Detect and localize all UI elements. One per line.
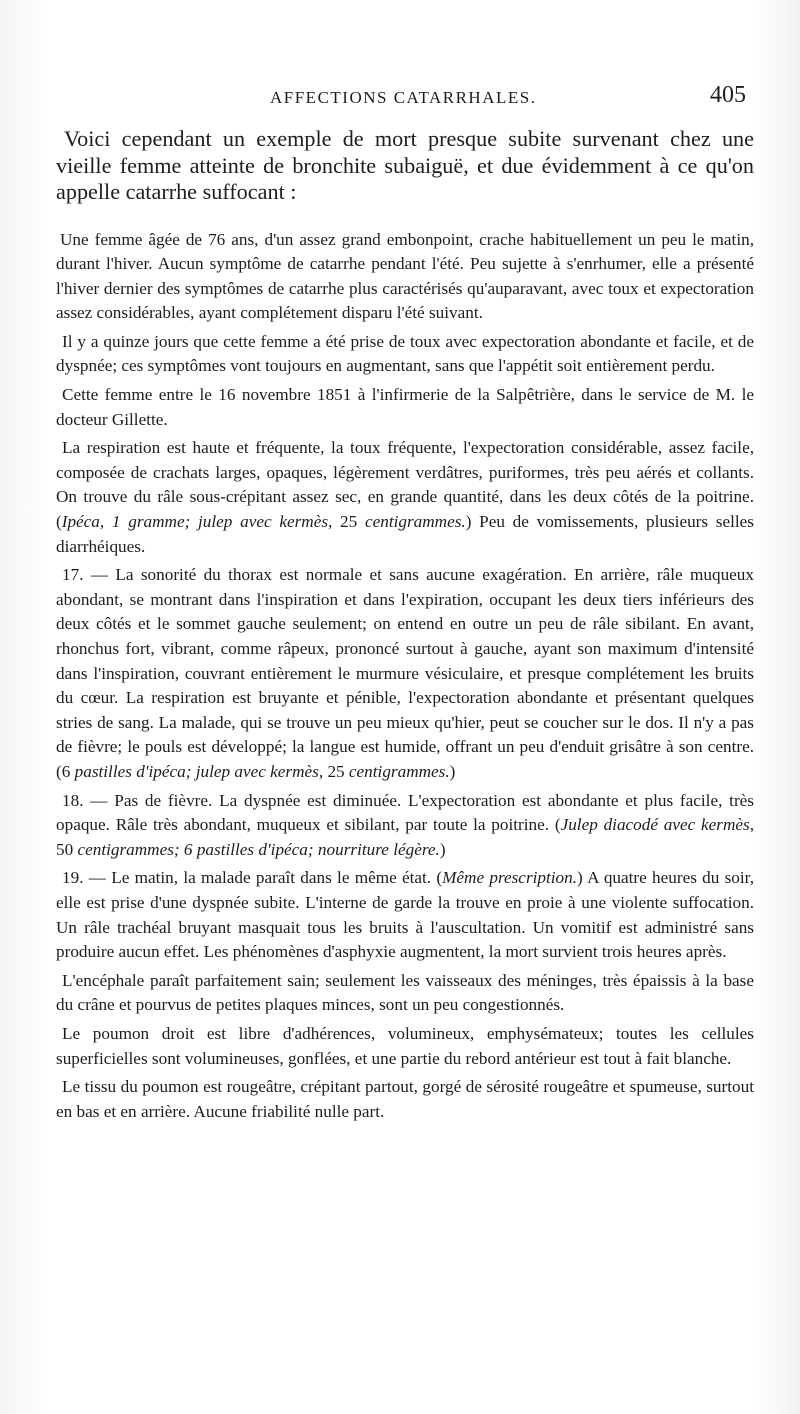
text-segment: ): [439, 839, 446, 859]
running-title: AFFECTIONS CATARRHALES.: [270, 88, 537, 107]
paragraph-lung-tissue: Le tissu du poumon est rougeâtre, crépitant partout, gorgé de sérosité rougeâtre et spumeuse, surtout en bas et en arrière. Aucune friabilité nulle part.: [56, 1077, 754, 1121]
text-segment: 17. — La sonorité du thorax est normale et sans aucune exagération. En arrière, râle muqueux abondant, se montrant dans l'inspiration et dans l'expiration, occupant les deux tiers inférieurs des deux côtés et le sommet gauche seulement; on entend en outre un peu de râle sibilant. En avant, rhonchus fort, vibrant, comme râpeux, prononcé surtout à gauche, ayant son maximum d'intensité dans l'inspiration, couvrant entièrement le murmure vésiculaire, et presque complétement les bruits du cœur. La respiration est bruyante et pénible, l'expectoration abondante et présentant quelques stries de sang. La malade, qui se trouve un peu mieux qu'hier, peut se coucher sur le dos. Il n'y a pas de fièvre; le pouls est développé; la langue est humide, offrant un peu d'enduit grisâtre à son centre. (6: [56, 565, 754, 781]
prescription-text: centigrammes; 6 pastilles d'ipéca; nourriture légère.: [77, 839, 440, 859]
paragraph-admission: Cette femme entre le 16 novembre 1851 à l'infirmerie de la Salpêtrière, dans le service de M. le docteur Gillette.: [56, 385, 754, 429]
intro-paragraph: Voici cependant un exemple de mort presque subite survenant chez une vieille femme atteinte de bronchite subaiguë, et due évidemment à ce qu'on appelle catarrhe suffocant :: [56, 126, 754, 204]
text-segment: , 50: [56, 815, 754, 859]
text-segment: , 25: [318, 761, 349, 781]
paragraph-encephalon: L'encéphale paraît parfaitement sain; seulement les vaisseaux des méninges, très épaissis à la base du crâne et pourvus de petites plaques minces, sont un peu congestionnés.: [56, 970, 754, 1015]
paragraph-day-19: [56, 866, 754, 964]
text-segment: 19. — Le matin, la malade paraît dans le même état. (: [62, 868, 443, 888]
text-segment: La respiration est haute et fréquente, la toux fréquente, l'expectoration considérable, assez facile, composée de crachats larges, opaques, légèrement verdâtres, puriformes, très peu aérés et collants. On trouve du râle sous-crépitant assez sec, en grande quantité, dans les deux côtés de la poitrine. (: [56, 438, 754, 532]
prescription-text: Julep diacodé avec kermès: [560, 815, 750, 835]
text-segment: , 25: [328, 512, 365, 532]
running-header: [56, 0, 754, 134]
prescription-text: centigrammes.: [364, 512, 466, 532]
paragraph-patient-history: Une femme âgée de 76 ans, d'un assez grand embonpoint, crache habituellement un peu le matin, durant l'hiver. Aucun symptôme de catarrhe pendant l'été. Peu sujette à s'enrhumer, elle a présenté l'hiver dernier des symptômes de catarrhe plus caractérisés qu'auparavant, avec toux et expectoration assez considérables, ayant complétement disparu l'été suivant.: [56, 229, 754, 323]
paragraph-right-lung: Le poumon droit est libre d'adhérences, volumineux, emphysémateux; toutes les cellules superficielles sont volumineuses, gonflées, et une partie du rebord antérieur est tout à fait blanche.: [56, 1023, 754, 1068]
page-number: 405: [710, 82, 746, 108]
prescription-text: Même prescription.: [442, 868, 578, 888]
paragraph-day-18: [56, 789, 754, 863]
case-report: [56, 228, 754, 1125]
text-segment: ) Peu de vomissements, plusieurs selles diarrhéiques.: [56, 512, 754, 556]
text-segment: ): [449, 761, 456, 781]
prescription-text: centigrammes.: [348, 761, 450, 781]
text-segment: ) A quatre heures du soir, elle est prise d'une dyspnée subite. L'interne de garde la trouve en proie à une violente suffocation. Un râle trachéal bruyant masquait tous les bruits à l'auscultation. Un vomitif est administré sans produire aucun effet. Les phénomènes d'asphyxie augmentent, la mort survient trois heures après.: [56, 868, 755, 962]
text-segment: 18. — Pas de fièvre. La dyspnée est diminuée. L'expectoration est abondante et plus facile, très opaque. Râle très abondant, muqueux et sibilant, par toute la poitrine. (: [56, 790, 754, 835]
paragraph-current-illness: Il y a quinze jours que cette femme a été prise de toux avec expectoration abondante et facile, et de dyspnée; ces symptômes vont toujours en augmentant, sans que l'appétit soit entièrement perdu.: [56, 331, 754, 376]
prescription-text: Ipéca, 1 gramme; julep avec kermès: [61, 512, 329, 532]
paragraph-initial-exam: [56, 436, 754, 559]
prescription-text: pastilles d'ipéca; julep avec kermès: [74, 761, 319, 781]
paragraph-day-17: [56, 563, 754, 784]
